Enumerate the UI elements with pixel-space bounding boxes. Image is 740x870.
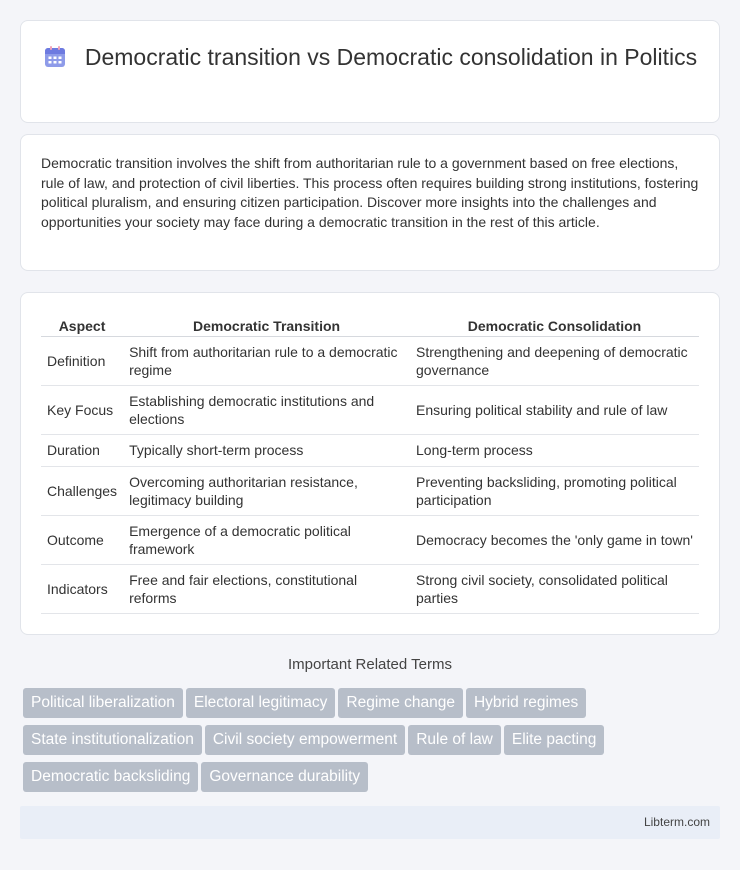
- column-header-aspect: Aspect: [41, 317, 123, 336]
- column-header-transition: Democratic Transition: [123, 317, 410, 336]
- tag-electoral-legitimacy[interactable]: Electoral legitimacy: [186, 688, 336, 718]
- tag-governance-durability[interactable]: Governance durability: [201, 762, 368, 792]
- tag-civil-society-empowerment[interactable]: Civil society empowerment: [205, 725, 405, 755]
- comparison-table: [41, 317, 699, 614]
- table-cell-aspect: Definition: [41, 336, 123, 385]
- column-header-consolidation: Democratic Consolidation: [410, 317, 699, 336]
- page-title-wrap: [21, 43, 719, 72]
- table-cell-transition: Overcoming authoritarian resistance, legitimacy building: [123, 466, 410, 515]
- footer-site-link[interactable]: Libterm.com: [643, 815, 710, 829]
- table-cell-consolidation: Strong civil society, consolidated political parties: [410, 564, 699, 613]
- table-cell-transition: Establishing democratic institutions and elections: [123, 385, 410, 434]
- table-row: [41, 336, 699, 385]
- page-title: Democratic transition vs Democratic consolidation in Politics: [84, 44, 698, 70]
- table-cell-aspect: Outcome: [41, 515, 123, 564]
- tag-hybrid-regimes[interactable]: Hybrid regimes: [466, 688, 586, 718]
- table-row: [41, 515, 699, 564]
- comparison-card: [20, 292, 720, 635]
- table-cell-aspect: Indicators: [41, 564, 123, 613]
- related-terms-heading: Important Related Terms: [288, 656, 452, 673]
- table-cell-transition: Emergence of a democratic political framework: [123, 515, 410, 564]
- table-cell-consolidation: Strengthening and deepening of democratic governance: [410, 336, 699, 385]
- table-cell-transition: Free and fair elections, constitutional reforms: [123, 564, 410, 613]
- table-row: [41, 385, 699, 434]
- tag-state-institutionalization[interactable]: State institutionalization: [23, 725, 202, 755]
- table-cell-consolidation: Ensuring political stability and rule of law: [410, 385, 699, 434]
- table-row: [41, 434, 699, 466]
- intro-card: [20, 134, 720, 271]
- calendar-icon: [43, 45, 67, 69]
- table-cell-consolidation: Long-term process: [410, 434, 699, 466]
- table-cell-consolidation: Democracy becomes the 'only game in town': [410, 515, 699, 564]
- table-row: [41, 564, 699, 613]
- tag-regime-change[interactable]: Regime change: [338, 688, 463, 718]
- table-row: [41, 466, 699, 515]
- table-header-row: [41, 317, 699, 336]
- tag-political-liberalization[interactable]: Political liberalization: [23, 688, 183, 718]
- table-cell-transition: Shift from authoritarian rule to a democratic regime: [123, 336, 410, 385]
- intro-paragraph: Democratic transition involves the shift from authoritarian rule to a government based on free elections, rule of law, and protection of civil liberties. This process often requires building strong institutions, fostering political pluralism, and ensuring citizen participation. Discover more insights into the challenges and opportunities your society may face during a democratic transition in the rest of this article.: [41, 155, 699, 230]
- table-cell-aspect: Challenges: [41, 466, 123, 515]
- title-card: [20, 20, 720, 123]
- tag-elite-pacting[interactable]: Elite pacting: [504, 725, 604, 755]
- footer: [20, 806, 720, 839]
- tag-democratic-backsliding[interactable]: Democratic backsliding: [23, 762, 198, 792]
- table-cell-transition: Typically short-term process: [123, 434, 410, 466]
- table-cell-aspect: Duration: [41, 434, 123, 466]
- table-cell-aspect: Key Focus: [41, 385, 123, 434]
- table-cell-consolidation: Preventing backsliding, promoting political participation: [410, 466, 699, 515]
- related-terms-list: [23, 688, 623, 799]
- tag-rule-of-law[interactable]: Rule of law: [408, 725, 501, 755]
